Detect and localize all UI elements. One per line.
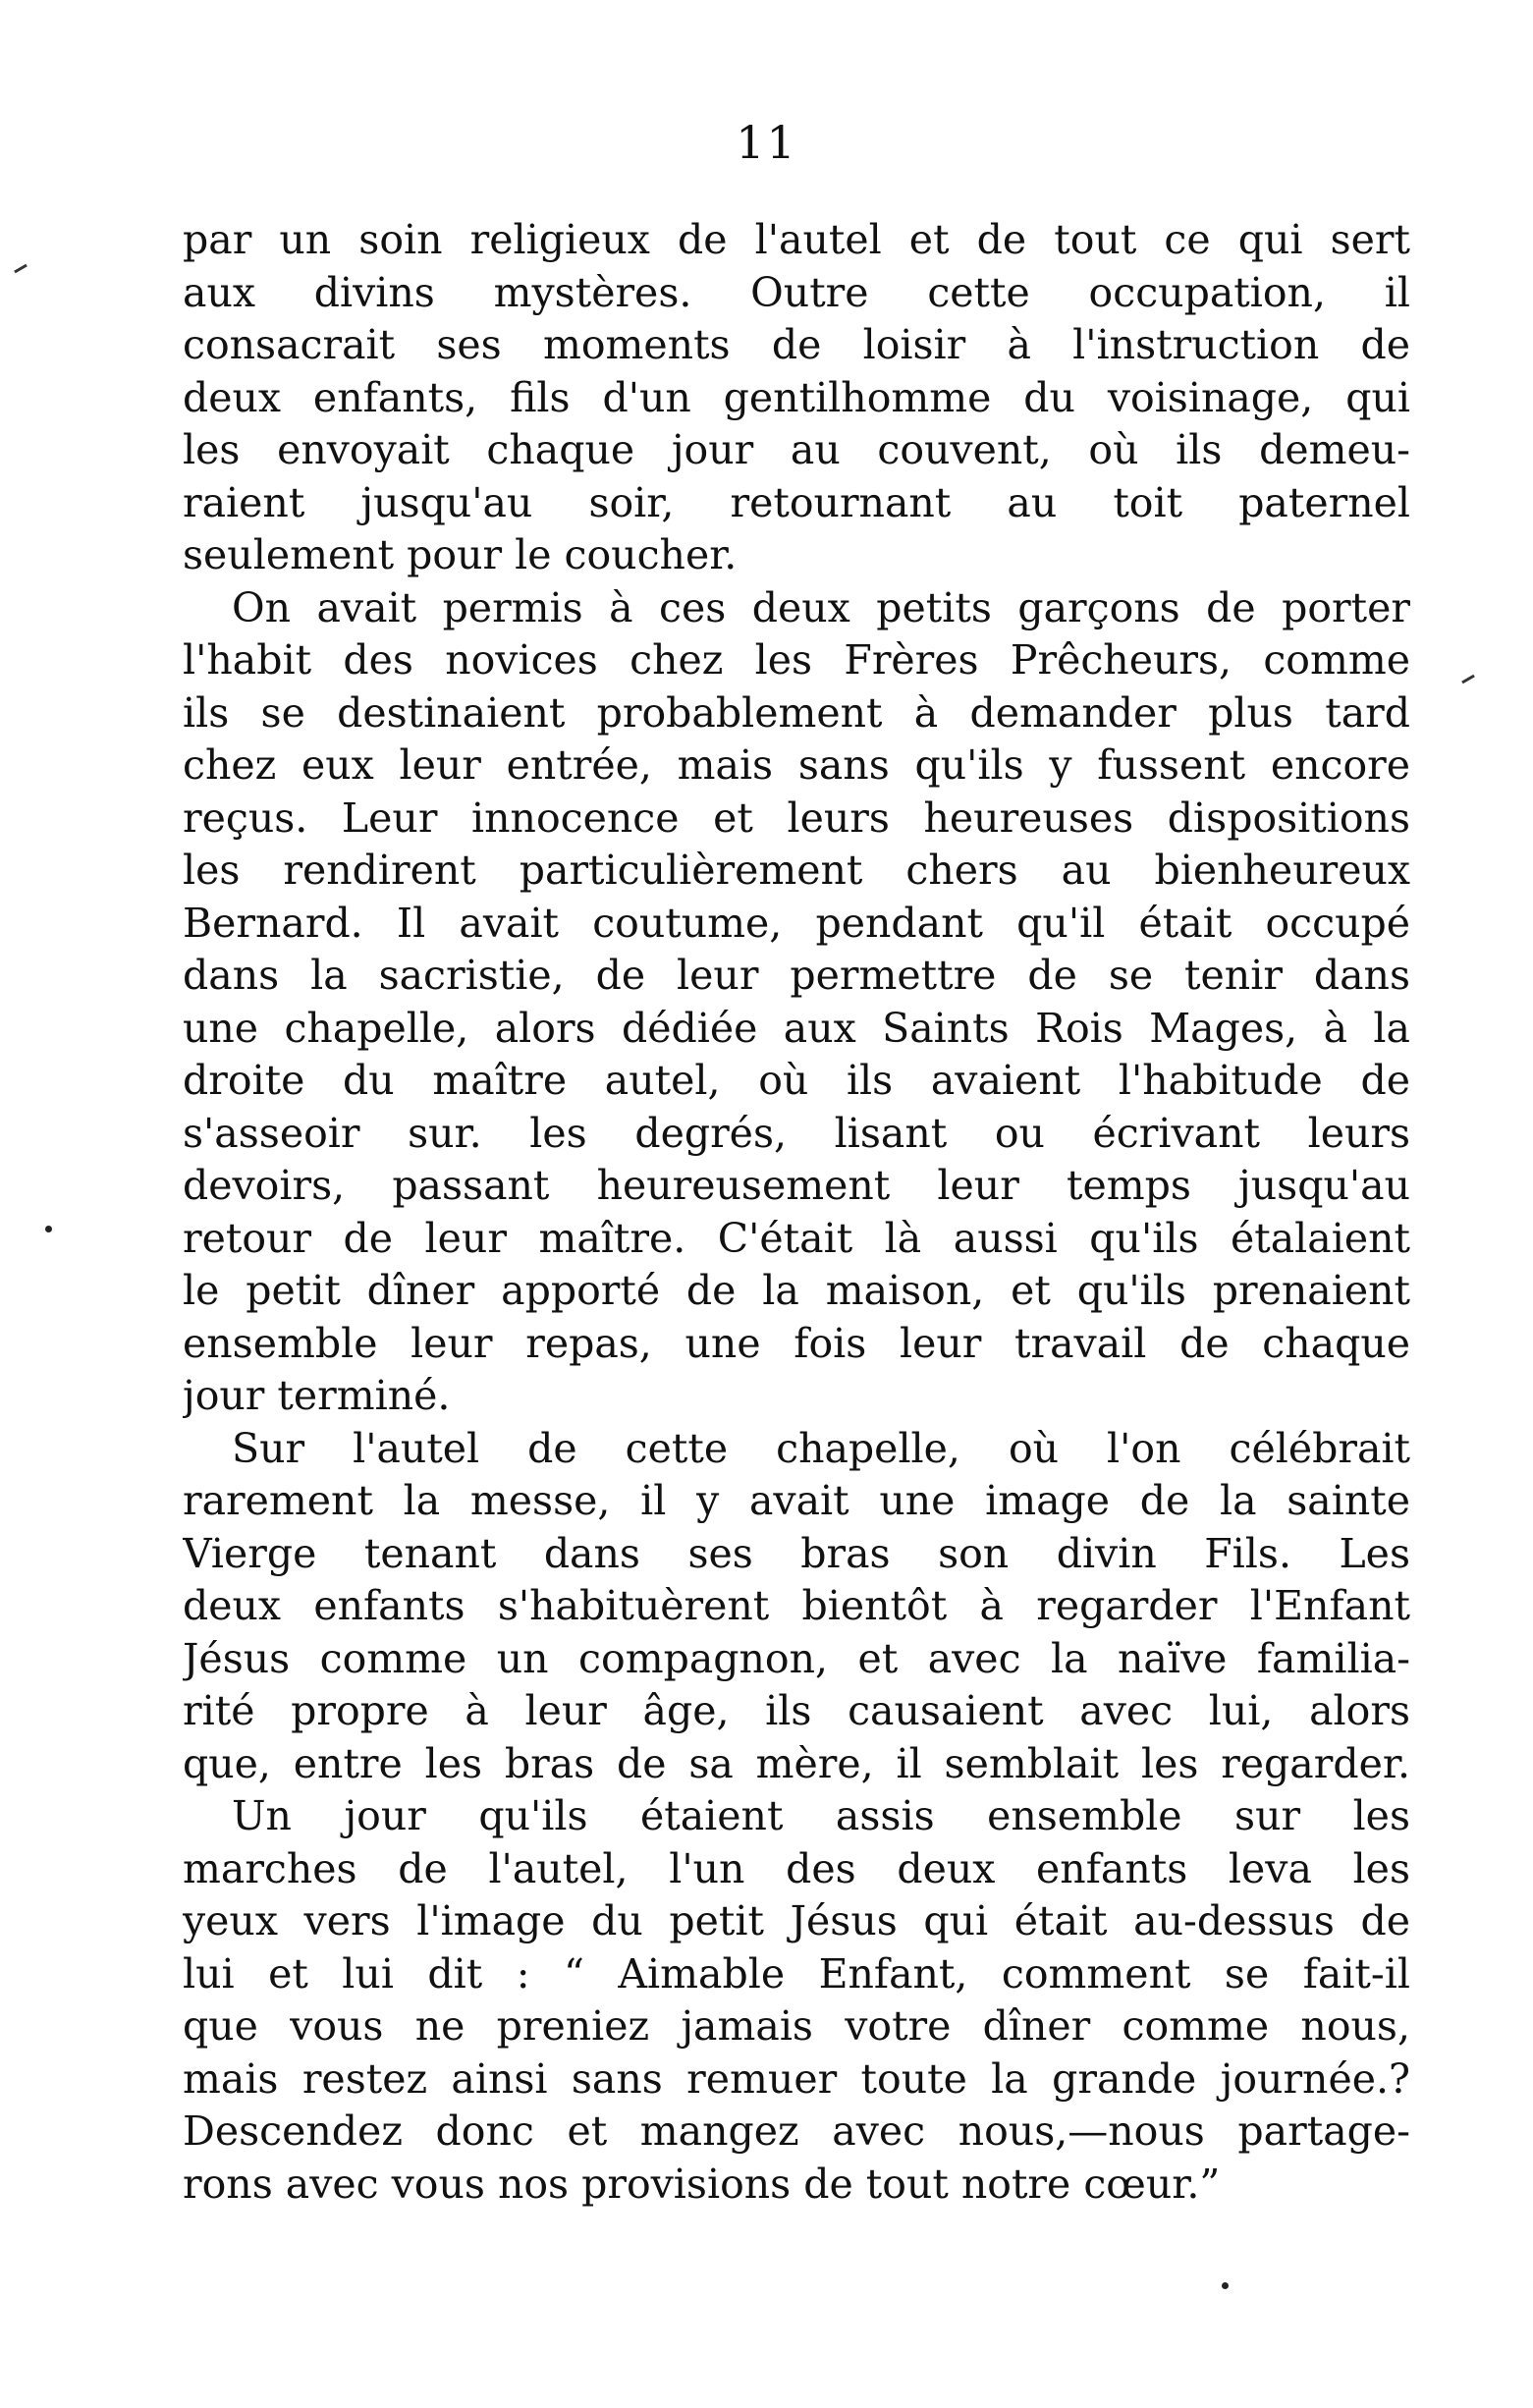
page-number: 11 <box>736 116 797 169</box>
text-line: retour de leur maître. C'était là aussi qu'ils étalaient <box>183 1214 1410 1262</box>
text-line: seulement pour le coucher. <box>183 531 738 578</box>
text-line: ensemble leur repas, une fois leur travail de chaque <box>183 1319 1410 1367</box>
text-line: chez eux leur entrée, mais sans qu'ils y fussent encore <box>183 741 1410 789</box>
text-line: droite du maître autel, où ils avaient l'habitude de <box>183 1057 1410 1104</box>
text-line: Bernard. Il avait coutume, pendant qu'il était occupé <box>183 899 1410 947</box>
text-line: ils se destinaient probablement à demander plus tard <box>183 688 1410 737</box>
text-line: raient jusqu'au soir, retournant au toit paternel <box>183 478 1410 526</box>
text-line: aux divins mystères. Outre cette occupation, il <box>183 268 1410 316</box>
text-line: On avait permis à ces deux petits garçons de porter <box>232 583 1410 631</box>
text-line: les rendirent particulièrement chers au bienheureux <box>183 847 1410 894</box>
text-line: deux enfants s'habituèrent bientôt à regarder l'Enfant <box>183 1582 1410 1629</box>
text-line: que, entre les bras de sa mère, il semblait les regarder. <box>183 1739 1410 1787</box>
text-line: yeux vers l'image du petit Jésus qui était au-dessus de <box>183 1897 1410 1944</box>
text-line: deux enfants, fils d'un gentilhomme du voisinage, qui <box>183 373 1410 421</box>
text-line: rarement la messe, il y avait une image de la sainte <box>183 1477 1410 1524</box>
text-line: les envoyait chaque jour au couvent, où ils demeu- <box>183 426 1410 473</box>
print-mark <box>14 264 27 274</box>
text-line: Sur l'autel de cette chapelle, où l'on célébrait <box>232 1424 1410 1472</box>
text-line: une chapelle, alors dédiée aux Saints Rois Mages, à la <box>183 1004 1410 1052</box>
text-line: lui et lui dit : “ Aimable Enfant, comment se fait-il <box>183 1949 1410 1998</box>
text-line: Jésus comme un compagnon, et avec la naïve familia- <box>183 1634 1410 1682</box>
text-line: s'asseoir sur. les degrés, lisant ou écrivant leurs <box>183 1109 1410 1157</box>
print-mark <box>45 1226 52 1232</box>
text-line: que vous ne preniez jamais votre dîner comme nous, <box>183 2002 1410 2050</box>
text-line: consacrait ses moments de loisir à l'instruction de <box>183 321 1410 368</box>
text-line: mais restez ainsi sans remuer toute la grande journée.? <box>183 2054 1410 2103</box>
body-text <box>183 214 1410 2211</box>
text-line: l'habit des novices chez les Frères Prêcheurs, comme <box>183 636 1410 684</box>
text-line: Un jour qu'ils étaient assis ensemble sur les <box>232 1792 1410 1839</box>
text-line: reçus. Leur innocence et leurs heureuses dispositions <box>183 794 1410 842</box>
text-line: rons avec vous nos provisions de tout notre cœur.” <box>183 2160 1221 2208</box>
text-line: dans la sacristie, de leur permettre de se tenir dans <box>183 952 1410 999</box>
text-line: par un soin religieux de l'autel et de tout ce qui sert <box>183 216 1410 263</box>
print-mark <box>1222 2282 1229 2289</box>
text-line: le petit dîner apporté de la maison, et qu'ils prenaient <box>183 1267 1410 1314</box>
text-line: Vierge tenant dans ses bras son divin Fils. Les <box>183 1529 1410 1577</box>
text-line: rité propre à leur âge, ils causaient avec lui, alors <box>183 1687 1410 1734</box>
text-line: Descendez donc et mangez avec nous,—nous partage- <box>183 2107 1410 2155</box>
text-line: devoirs, passant heureusement leur temps jusqu'au <box>183 1162 1410 1209</box>
print-mark <box>1461 675 1475 684</box>
text-line: jour terminé. <box>183 1372 451 1419</box>
text-line: marches de l'autel, l'un des deux enfants leva les <box>183 1844 1410 1892</box>
